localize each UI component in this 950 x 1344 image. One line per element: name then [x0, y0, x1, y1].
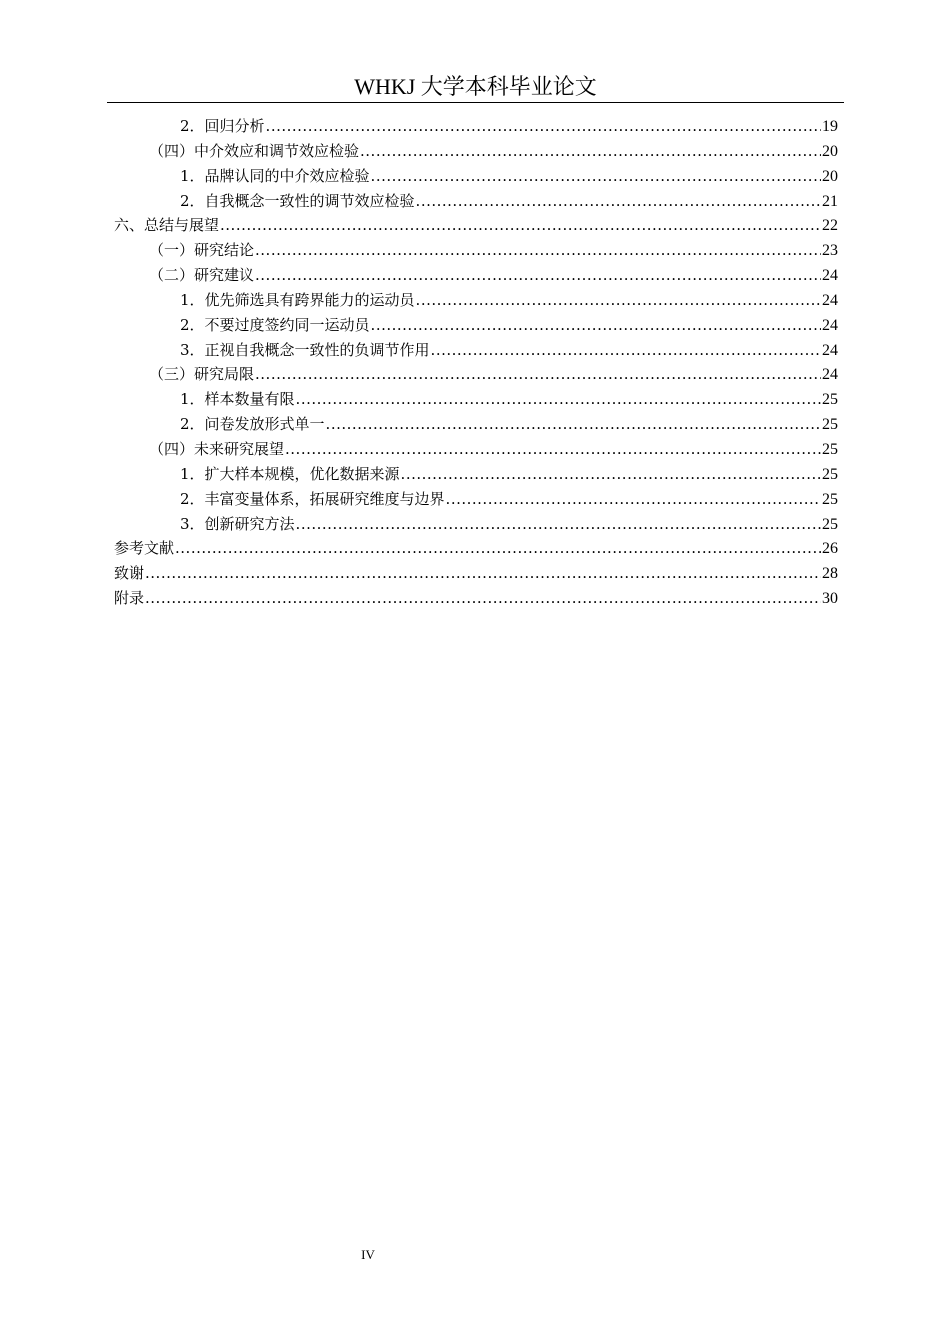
toc-dot-leader [285, 437, 821, 462]
toc-entry-title: 2．丰富变量体系，拓展研究维度与边界 [180, 489, 445, 508]
toc-dot-leader [371, 164, 821, 189]
toc-entry-title: 参考文献 [114, 539, 175, 558]
toc-entry[interactable] [114, 288, 838, 313]
toc-entry-page: 21 [822, 192, 838, 210]
toc-entry-page: 24 [822, 267, 838, 285]
table-of-contents [114, 114, 838, 611]
toc-dot-leader [401, 462, 821, 487]
toc-entry[interactable] [114, 462, 838, 487]
toc-entry-page: 25 [822, 440, 838, 458]
toc-entry-title: 2．自我概念一致性的调节效应检验 [180, 191, 415, 210]
toc-entry-page: 24 [822, 366, 838, 384]
toc-entry-title: 1．扩大样本规模，优化数据来源 [180, 464, 400, 483]
toc-entry[interactable] [114, 512, 838, 537]
toc-entry-title: 1．品牌认同的中介效应检验 [180, 166, 370, 185]
toc-entry-title: 3．创新研究方法 [180, 514, 295, 533]
toc-dot-leader [446, 487, 821, 512]
toc-entry-title: 3．正视自我概念一致性的负调节作用 [180, 340, 430, 359]
toc-entry-title: （三）研究局限 [149, 365, 255, 384]
toc-entry-page: 24 [822, 291, 838, 309]
toc-entry-page: 23 [822, 242, 838, 260]
toc-entry-title: （一）研究结论 [149, 241, 255, 260]
toc-entry[interactable] [114, 437, 838, 462]
toc-entry[interactable] [114, 536, 838, 561]
toc-entry-title: 1．样本数量有限 [180, 390, 295, 409]
header-divider [107, 102, 844, 103]
toc-entry-page: 30 [822, 590, 838, 608]
toc-dot-leader [416, 288, 821, 313]
toc-entry-page: 19 [822, 118, 838, 135]
toc-entry-title: 2．回归分析 [180, 117, 265, 135]
toc-entry-page: 20 [822, 142, 838, 160]
toc-entry[interactable] [114, 114, 838, 139]
toc-entry[interactable] [114, 238, 838, 263]
toc-dot-leader [360, 139, 821, 164]
toc-entry[interactable] [114, 362, 838, 387]
toc-entry-page: 25 [822, 416, 838, 434]
toc-entry[interactable] [114, 487, 838, 512]
toc-entry[interactable] [114, 561, 838, 586]
toc-entry[interactable] [114, 263, 838, 288]
toc-dot-leader [145, 561, 821, 586]
toc-dot-leader [175, 536, 821, 561]
toc-entry-page: 25 [822, 465, 838, 483]
toc-dot-leader [255, 362, 821, 387]
toc-entry-page: 24 [822, 316, 838, 334]
toc-dot-leader [220, 213, 821, 238]
toc-entry[interactable] [114, 189, 838, 214]
toc-dot-leader [431, 338, 821, 363]
toc-entry-page: 22 [822, 217, 838, 235]
toc-entry-title: （四）中介效应和调节效应检验 [149, 141, 360, 160]
toc-entry-title: （二）研究建议 [149, 266, 255, 285]
toc-entry-page: 20 [822, 167, 838, 185]
toc-dot-leader [255, 238, 821, 263]
page-number: IV [361, 1247, 375, 1262]
toc-entry[interactable] [114, 586, 838, 611]
toc-entry-title: （四）未来研究展望 [149, 439, 285, 458]
toc-entry-title: 2．不要过度签约同一运动员 [180, 315, 370, 334]
toc-entry-title: 1．优先筛选具有跨界能力的运动员 [180, 290, 415, 309]
toc-entry-title: 附录 [114, 589, 145, 608]
toc-entry-page: 25 [822, 391, 838, 409]
toc-dot-leader [255, 263, 821, 288]
toc-dot-leader [371, 313, 821, 338]
toc-entry[interactable] [114, 313, 838, 338]
toc-dot-leader [326, 412, 821, 437]
toc-entry[interactable] [114, 338, 838, 363]
toc-entry-title: 六、总结与展望 [114, 216, 220, 235]
toc-entry-page: 25 [822, 515, 838, 533]
toc-entry-page: 28 [822, 565, 838, 583]
toc-dot-leader [296, 387, 821, 412]
toc-entry-title: 致谢 [114, 564, 145, 583]
page-header-title: WHKJ 大学本科毕业论文 [354, 74, 597, 99]
toc-dot-leader [145, 586, 821, 611]
toc-entry-page: 25 [822, 490, 838, 508]
toc-entry[interactable] [114, 213, 838, 238]
toc-entry-page: 26 [822, 540, 838, 558]
toc-entry-page: 24 [822, 341, 838, 359]
toc-dot-leader [416, 189, 821, 214]
toc-dot-leader [296, 512, 821, 537]
toc-entry[interactable] [114, 139, 838, 164]
toc-dot-leader [266, 114, 821, 139]
toc-entry-title: 2．问卷发放形式单一 [180, 415, 325, 434]
toc-entry[interactable] [114, 412, 838, 437]
toc-entry[interactable] [114, 387, 838, 412]
toc-entry[interactable] [114, 164, 838, 189]
